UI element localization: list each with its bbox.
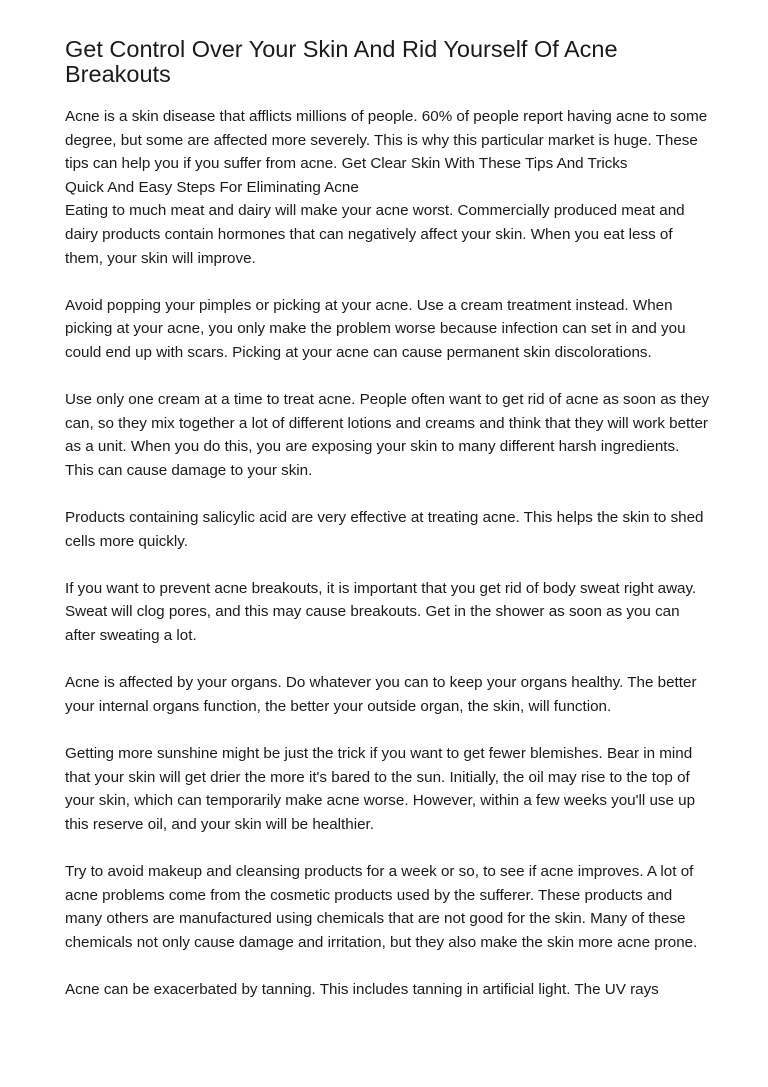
body-paragraph: Try to avoid makeup and cleansing products for a week or so, to see if acne improves. A lot of acne problems come from the cosmetic products used by the sufferer. These products and many others are manufactured using chemicals that are not good for the skin. Many of these chemicals not only cause damage and irritation, but they also make the skin more acne prone.	[65, 863, 698, 951]
subheading: Quick And Easy Steps For Eliminating Acne	[65, 178, 359, 196]
body-paragraph: Acne can be exacerbated by tanning. This includes tanning in artificial light. The UV rays	[65, 980, 659, 998]
intro-paragraph: Acne is a skin disease that afflicts millions of people. 60% of people report having acne to some degree, but some are affected more severely. This is why this particular market is huge. These tips can help you if you suffer from acne. Get Clear Skin With These Tips And Tricks	[65, 108, 708, 173]
body-paragraph: Acne is affected by your organs. Do whatever you can to keep your organs healthy. The better your internal organs function, the better your outside organ, the skin, will function.	[65, 674, 697, 715]
body-paragraph: Avoid popping your pimples or picking at your acne. Use a cream treatment instead. When picking at your acne, you only make the problem worse because infection can set in and you could end up with scars. Picking at your acne can cause permanent skin discolorations.	[65, 296, 686, 361]
document-body	[65, 105, 710, 1002]
intro-block	[65, 105, 710, 270]
body-paragraph: Use only one cream at a time to treat acne. People often want to get rid of acne as soon as they can, so they mix together a lot of different lotions and creams and think that they will work better as a unit. When you do this, you are exposing your skin to many different harsh ingredients. This can cause damage to your skin.	[65, 391, 710, 479]
body-paragraph: Eating to much meat and dairy will make your acne worst. Commercially produced meat and dairy products contain hormones that can negatively affect your skin. When you eat less of them, your skin will improve.	[65, 202, 685, 267]
document-title: Get Control Over Your Skin And Rid Yourself Of Acne Breakouts	[65, 36, 618, 87]
body-paragraph: Products containing salicylic acid are very effective at treating acne. This helps the skin to shed cells more quickly.	[65, 509, 704, 550]
body-paragraph: If you want to prevent acne breakouts, it is important that you get rid of body sweat right away. Sweat will clog pores, and this may cause breakouts. Get in the shower as soon as you can after sweating a lot.	[65, 579, 697, 645]
body-paragraph: Getting more sunshine might be just the trick if you want to get fewer blemishes. Bear in mind that your skin will get drier the more it's bared to the sun. Initially, the oil may rise to the top of your skin, which can temporarily make acne worse. However, within a few weeks you'll use up this reserve oil, and your skin will be healthier.	[65, 745, 696, 833]
